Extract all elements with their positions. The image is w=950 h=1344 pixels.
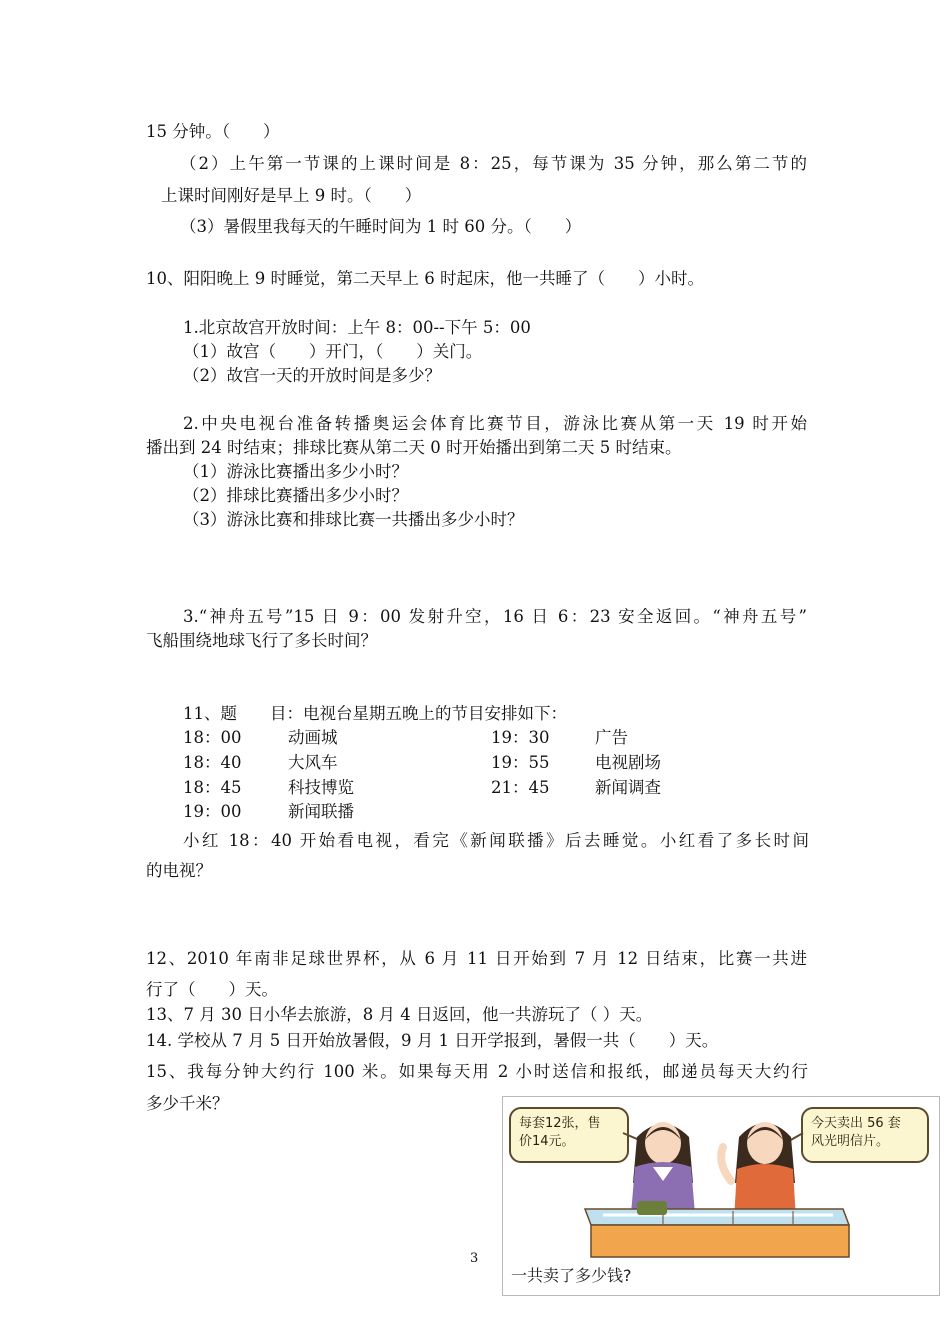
question-14: 14. 学校从 7 月 5 日开始放暑假，9 月 1 日开学报到，暑假一共（ ）天。 [146,1031,719,1050]
illustration-caption: 一共卖了多少钱? [511,1266,632,1285]
schedule-program: 新闻调查 [595,778,661,797]
speech-bubble-left: 每套12张，售 价14元。 [509,1107,629,1163]
question-12: 12、2010 年南非足球世界杯，从 6 月 11 日开始到 7 月 12 日结束，比赛一共进 [146,949,807,968]
text-line: （2）上午第一节课的上课时间是 8：25，每节课为 35 分钟，那么第二节的 [180,154,807,173]
text-line: （2）排球比赛播出多少小时？ [183,486,408,505]
speech-bubble-right: 今天卖出 56 套 风光明信片。 [801,1107,929,1163]
question-3-heading: 3.“神舟五号”15 日 9：00 发射升空，16 日 6：23 安全返回。“神舟五号” [183,607,807,626]
schedule-program: 大风车 [288,753,338,772]
schedule-program: 广告 [595,728,628,747]
text-line: （3）暑假里我每天的午睡时间为 1 时 60 分。（ ） [180,217,582,236]
text-line: 15 分钟。（ ） [146,122,280,141]
schedule-program: 新闻联播 [288,802,354,821]
text-line: 播出到 24 时结束；排球比赛从第二天 0 时开始播出到第二天 5 时结束。 [146,438,682,457]
schedule-program: 科技博览 [288,778,354,797]
text-line: （3）游泳比赛和排球比赛一共播出多少小时？ [183,510,524,529]
schedule-time: 19：55 [491,753,550,772]
question-10: 10、阳阳晚上 9 时睡觉，第二天早上 6 时起床，他一共睡了（ ）小时。 [146,269,704,288]
question-11-heading: 11、题 目：电视台星期五晚上的节目安排如下： [183,704,567,723]
text-line: （1）故宫（ ）开门，（ ）关门。 [183,342,483,361]
schedule-time: 21：45 [491,778,550,797]
text-line: 多少千米？ [146,1094,229,1113]
schedule-time: 18：45 [183,778,242,797]
question-15: 15、我每分钟大约行 100 米。如果每天用 2 小时送信和报纸，邮递员每天大约行 [146,1062,808,1081]
schedule-time: 18：40 [183,753,242,772]
text-line: （1）游泳比赛播出多少小时？ [183,462,408,481]
schedule-time: 19：00 [183,802,242,821]
text-line: （2）故宫一天的开放时间是多少？ [183,366,441,385]
schedule-program: 动画城 [288,728,338,747]
schedule-program: 电视剧场 [595,753,661,772]
text-line: 小红 18：40 开始看电视，看完《新闻联播》后去睡觉。小红看了多长时间 [183,831,809,850]
question-1-heading: 1.北京故宫开放时间：上午 8：00--下午 5：00 [183,318,531,337]
postcard-sale-illustration [502,1096,940,1296]
page-number: 3 [470,1251,479,1266]
text-line: 飞船围绕地球飞行了多长时间？ [146,631,377,650]
question-2-heading: 2.中央电视台准备转播奥运会体育比赛节目，游泳比赛从第一天 19 时开始 [183,414,807,433]
schedule-time: 19：30 [491,728,550,747]
text-line: 上课时间刚好是早上 9 时。（ ） [161,186,422,205]
counter-with-postcards [585,1201,849,1257]
question-13: 13、7 月 30 日小华去旅游，8 月 4 日返回，他一共游玩了（ ）天。 [146,1005,653,1024]
text-line: 的电视？ [146,861,212,880]
schedule-time: 18：00 [183,728,242,747]
text-line: 行了（ ）天。 [146,980,278,999]
